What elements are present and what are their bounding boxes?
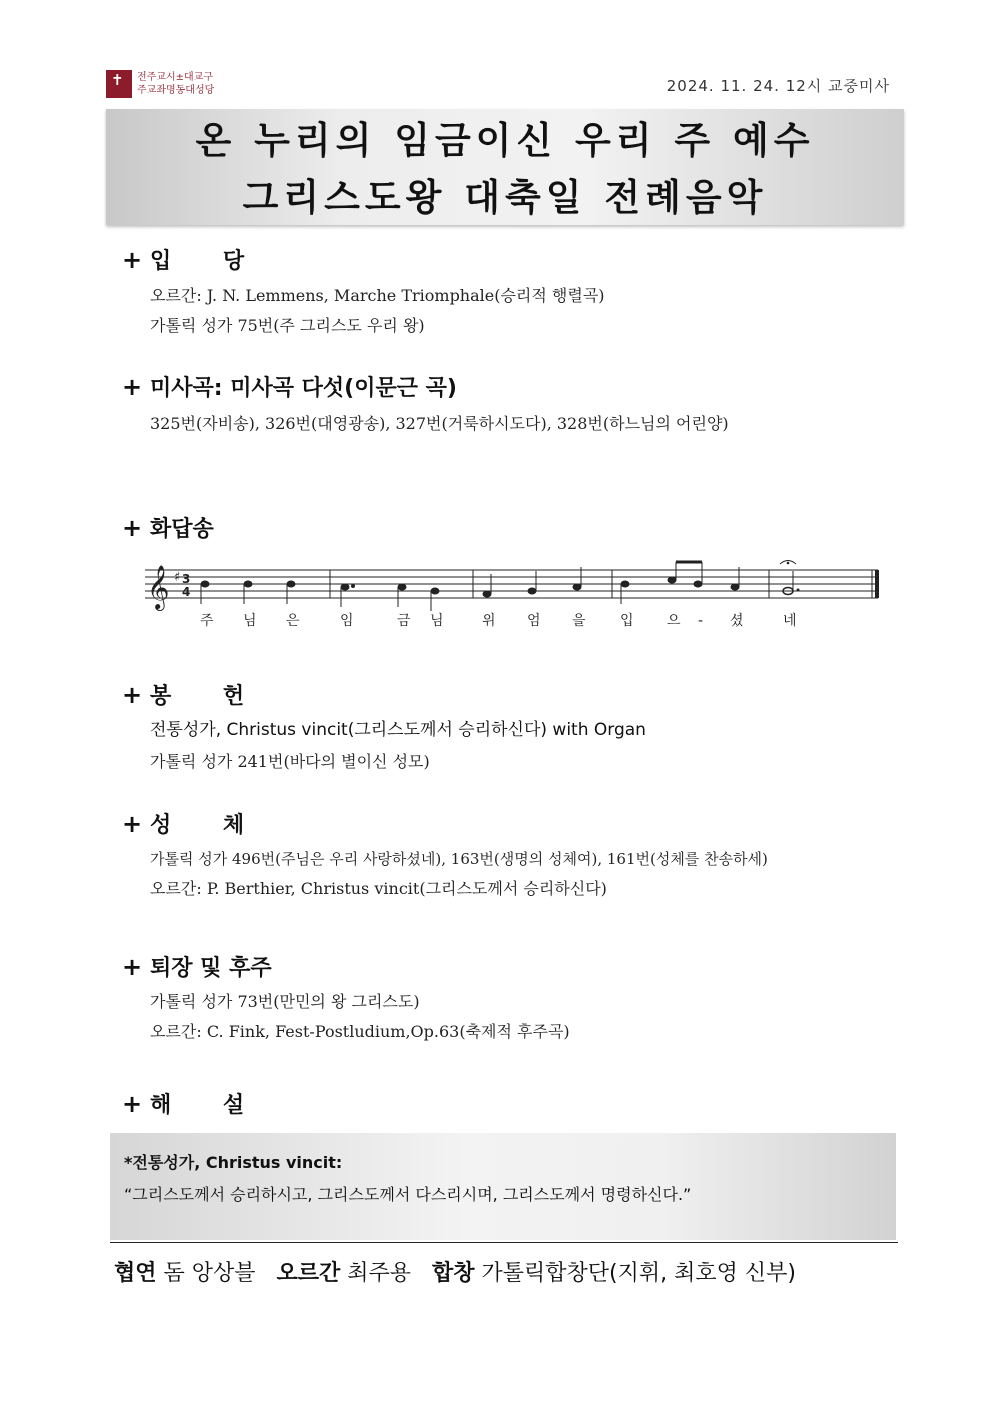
svg-text:셨: 셨 (730, 613, 744, 629)
offertory-line-2: 가톨릭 성가 241번(바다의 별이신 성모) (150, 752, 430, 771)
title-line-2: 그리스도왕 대축일 전례음악 (242, 176, 768, 219)
svg-text:은: 은 (286, 613, 300, 629)
svg-text:을: 을 (572, 613, 586, 629)
plus-icon: + (122, 1090, 143, 1118)
svg-text:으: 으 (667, 613, 681, 629)
psalm-music-score (145, 560, 880, 640)
title-banner (106, 109, 904, 225)
ensemble-label: 협연 (114, 1261, 157, 1286)
svg-text:님: 님 (243, 613, 257, 629)
commentary-box (110, 1133, 896, 1240)
divider (110, 1242, 898, 1243)
section-communion-heading: + 성 체 (122, 810, 267, 838)
commentary-quote: “그리스도께서 승리하시고, 그리스도께서 다스리시며, 그리스도께서 명령하신다.” (124, 1185, 692, 1204)
section-offertory-heading: + 봉 헌 (122, 681, 267, 709)
svg-text:네: 네 (783, 613, 797, 629)
section-recessional-heading: + 퇴장 및 후주 (122, 953, 272, 981)
recessional-line-1: 가톨릭 성가 73번(만민의 왕 그리스도) (150, 992, 420, 1011)
entrance-line-2: 가톨릭 성가 75번(주 그리스도 우리 왕) (150, 316, 425, 335)
title-line-1: 온 누리의 임금이신 우리 주 예수 (195, 119, 815, 162)
performer-credits (114, 1263, 796, 1285)
svg-text:입: 입 (620, 613, 634, 629)
svg-text:엄: 엄 (527, 613, 541, 629)
section-entrance-heading: + 입 당 (122, 246, 267, 274)
svg-text:♯: ♯ (174, 570, 181, 585)
communion-line-2: 오르간: P. Berthier, Christus vincit(그리스도께서 승리하신다) (150, 879, 607, 898)
svg-text:4: 4 (182, 585, 191, 599)
church-logo (106, 70, 246, 100)
plus-icon: + (122, 681, 143, 709)
organ-label: 오르간 (276, 1261, 341, 1286)
mass-date: 2024. 11. 24. 12시 교중미사 (666, 77, 890, 95)
section-mass-heading: + 미사곡: 미사곡 다섯(이문근 곡) (122, 373, 457, 401)
svg-text:주: 주 (200, 613, 214, 629)
logo-cathedral-text: 주교좌명동대성당 (137, 85, 215, 96)
section-psalm-heading: + 화답송 (122, 514, 214, 542)
svg-text:3: 3 (182, 572, 191, 586)
choir-value: 가톨릭합창단(지휘, 최호영 신부) (481, 1261, 796, 1286)
svg-text:금: 금 (397, 613, 411, 629)
organ-value: 최주용 (347, 1261, 412, 1286)
choir-label: 합창 (432, 1261, 475, 1286)
recessional-line-2: 오르간: C. Fink, Fest-Postludium,Op.63(축제적 후주곡) (150, 1022, 570, 1041)
entrance-line-1: 오르간: J. N. Lemmens, Marche Triomphale(승리적 행렬곡) (150, 286, 605, 305)
svg-text:위: 위 (482, 613, 496, 629)
plus-icon: + (122, 953, 143, 981)
logo-diocese-text: 전주교시±대교구 (137, 72, 213, 83)
plus-icon: + (122, 514, 143, 542)
plus-icon: + (122, 246, 143, 274)
ensemble-value: 돔 앙상블 (163, 1261, 256, 1286)
cross-logo-icon: ✝ (106, 70, 132, 98)
mass-line-1: 325번(자비송), 326번(대영광송), 327번(거룩하시도다), 328번(하느님의 어린양) (150, 414, 729, 433)
plus-icon: + (122, 373, 143, 401)
commentary-heading: *전통성가, Christus vincit: (124, 1153, 343, 1172)
offertory-line-1: 전통성가, Christus vincit(그리스도께서 승리하신다) with Organ (150, 720, 646, 740)
section-commentary-heading: + 해 설 (122, 1090, 267, 1118)
svg-text:-: - (698, 613, 704, 629)
communion-line-1: 가톨릭 성가 496번(주님은 우리 사랑하셨네), 163번(생명의 성체여), 161번(성체를 찬송하세) (150, 850, 768, 868)
svg-text:님: 님 (430, 613, 444, 629)
svg-text:임: 임 (340, 613, 354, 629)
plus-icon: + (122, 810, 143, 838)
treble-clef-icon: 𝄞 (147, 565, 170, 609)
